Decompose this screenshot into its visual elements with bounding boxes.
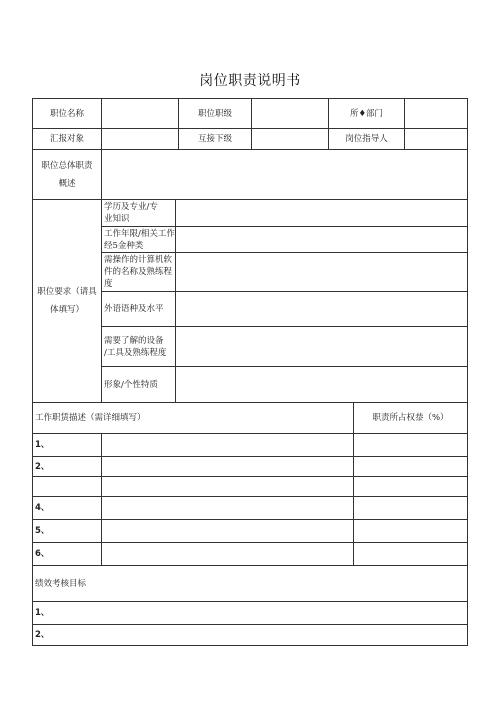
- duty-row-number: 1、: [32, 433, 102, 457]
- duty-row-description[interactable]: [101, 496, 354, 520]
- mentor-label: 岗位指导人: [328, 128, 405, 150]
- department-label: 所♦部门: [328, 98, 405, 129]
- position-level-label: 职位职级: [178, 98, 252, 129]
- duty-row-description[interactable]: [101, 476, 354, 497]
- requirement-personality-label: 形象/个性特质: [101, 366, 176, 403]
- duty-row-weight[interactable]: [353, 476, 468, 497]
- duty-row-number: 4、: [32, 496, 102, 520]
- requirement-software-field[interactable]: [175, 252, 468, 292]
- duty-row-weight[interactable]: [353, 433, 468, 457]
- duty-row-description[interactable]: [101, 542, 354, 566]
- requirement-language-label: 外语语种及水平: [101, 291, 176, 327]
- kpi-header: 绩效考核目标: [32, 565, 468, 602]
- subordinate-label: 互接下级: [178, 128, 252, 150]
- requirement-experience-label: 工作年限/相关工作 经5金种类: [101, 226, 176, 253]
- requirement-equipment-field[interactable]: [175, 326, 468, 367]
- kpi-row[interactable]: 1、: [32, 601, 468, 625]
- requirement-personality-field[interactable]: [175, 366, 468, 403]
- overview-label: 职位总体职责 概述: [32, 149, 102, 200]
- duty-row-weight[interactable]: [353, 496, 468, 520]
- kpi-row[interactable]: 2、: [32, 624, 468, 646]
- position-name-label: 职位名称: [32, 98, 102, 129]
- report-to-field[interactable]: [101, 128, 179, 150]
- overview-field[interactable]: [101, 149, 468, 200]
- page-title: 岗位职责说明书: [199, 73, 301, 89]
- duty-row-number: 2、: [32, 456, 102, 477]
- requirement-equipment-label: 需要了解的设备 /工具及熟练程度: [101, 326, 176, 367]
- duties-header: 工作职赁描述（需详细填写）: [32, 402, 354, 434]
- duty-row-weight[interactable]: [353, 542, 468, 566]
- mentor-field[interactable]: [404, 128, 468, 150]
- position-level-field[interactable]: [251, 98, 329, 129]
- duty-row-weight[interactable]: [353, 519, 468, 543]
- subordinate-field[interactable]: [251, 128, 329, 150]
- duty-row-number: 6、: [32, 542, 102, 566]
- duty-row-number: 5、: [32, 519, 102, 543]
- position-name-field[interactable]: [101, 98, 179, 129]
- requirement-experience-field[interactable]: [175, 226, 468, 253]
- requirements-label: 职位要求（请具 体填写）: [32, 199, 102, 403]
- requirement-language-field[interactable]: [175, 291, 468, 327]
- weight-header: 职责所占权㳟（%）: [353, 402, 468, 434]
- requirement-education-field[interactable]: [175, 199, 468, 227]
- requirement-education-label: 学历及专业/专 业知识: [101, 199, 176, 227]
- duty-row-number: [32, 476, 102, 497]
- requirement-software-label: 需操作的计算机软 件的名称及熟练程 度: [101, 252, 176, 292]
- duty-row-weight[interactable]: [353, 456, 468, 477]
- duty-row-description[interactable]: [101, 456, 354, 477]
- duty-row-description[interactable]: [101, 433, 354, 457]
- report-to-label: 汇报对象: [32, 128, 102, 150]
- department-field[interactable]: [404, 98, 468, 129]
- duty-row-description[interactable]: [101, 519, 354, 543]
